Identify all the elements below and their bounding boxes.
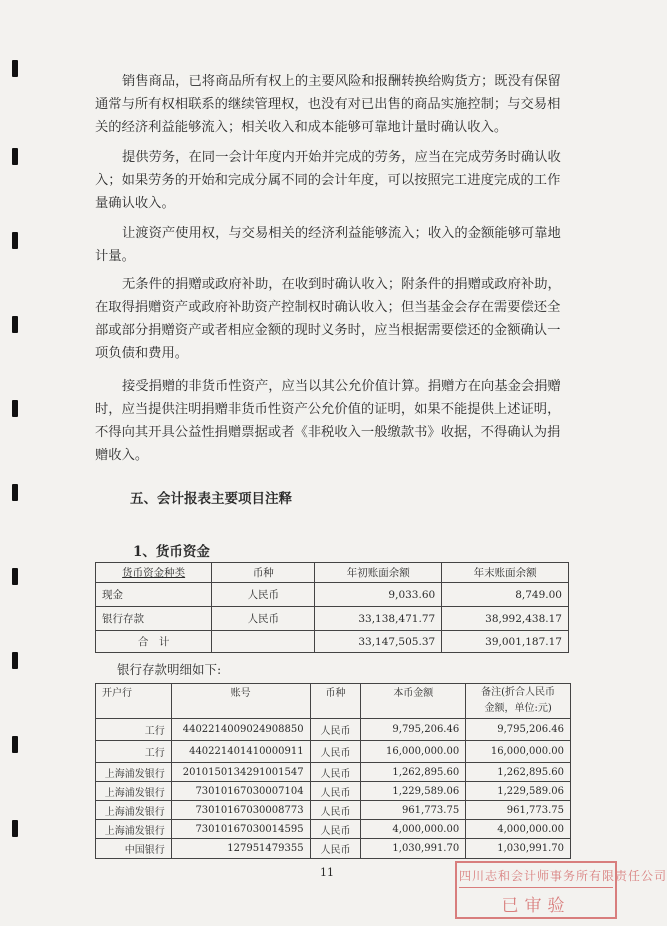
- cash-col-currency: 币种: [212, 563, 315, 583]
- table-cell: 73010167030007104: [171, 782, 310, 801]
- table-cell: 16,000,000.00: [466, 741, 571, 763]
- table-cell: 人民币: [310, 820, 361, 839]
- table-cell: [212, 631, 315, 653]
- table-cell: 2010150134291001547: [171, 763, 310, 782]
- table-cell: 人民币: [310, 741, 361, 763]
- table-cell: 人民币: [310, 719, 361, 741]
- table-row: [96, 583, 569, 607]
- table-cell: 9,033.60: [315, 583, 442, 607]
- subsection-heading: 1、货币资金: [133, 544, 210, 560]
- table-cell: 1,030,991.70: [466, 839, 571, 859]
- table-cell: 人民币: [212, 607, 315, 631]
- bank-col-remark: [466, 684, 571, 719]
- section-heading: 五、会计报表主要项目注释: [130, 491, 292, 507]
- text-line: 让渡资产使用权，与交易相关的经济利益能够流入；收入的金额能够可靠地: [122, 226, 561, 241]
- table-cell: 16,000,000.00: [361, 741, 466, 763]
- text-line: 赠收入。: [95, 448, 149, 463]
- table-row: [96, 719, 571, 741]
- table-cell: 人民币: [310, 801, 361, 820]
- bank-detail-caption: 银行存款明细如下:: [117, 662, 222, 677]
- binding-hole-mark: [12, 568, 18, 585]
- table-cell: 1,030,991.70: [361, 839, 466, 859]
- text-line: 量确认收入。: [95, 196, 175, 211]
- table-cell: 9,795,206.46: [361, 719, 466, 741]
- text-line: 接受捐赠的非货币性资产，应当以其公允价值计算。捐赠方在向基金会捐赠: [122, 379, 561, 394]
- binding-hole-mark: [12, 736, 18, 753]
- text-line: 时，应当提供注明捐赠非货币性资产公允价值的证明，如果不能提供上述证明，: [95, 402, 561, 417]
- table-cell: 73010167030008773: [171, 801, 310, 820]
- table-cell: 38,992,438.17: [442, 607, 569, 631]
- table-cell: 上海浦发银行: [96, 782, 172, 801]
- table-row: [96, 782, 571, 801]
- bank-col-remark-line1: 备注(折合人民币: [481, 687, 556, 698]
- table-cell: 440221401410000911: [171, 741, 310, 763]
- table-cell: 1,229,589.06: [361, 782, 466, 801]
- table-cell: 人民币: [212, 583, 315, 607]
- table-cell: 1,262,895.60: [361, 763, 466, 782]
- text-line: 计量。: [95, 249, 135, 264]
- binding-hole-mark: [12, 400, 18, 417]
- table-row: [96, 741, 571, 763]
- text-line: 部或部分捐赠资产或者相应金额的现时义务时，应当根据需要偿还的金额确认一: [95, 323, 561, 338]
- table-cell: 银行存款: [96, 607, 212, 631]
- table-cell: 现金: [96, 583, 212, 607]
- paragraph-noncash-donation: [95, 375, 567, 467]
- text-line: 销售商品，已将商品所有权上的主要风险和报酬转换给购货方；既没有保留: [122, 74, 561, 89]
- binding-hole-mark: [12, 652, 18, 669]
- table-cell: 8,749.00: [442, 583, 569, 607]
- table-row: [96, 763, 571, 782]
- table-row: [96, 839, 571, 859]
- table-cell: 上海浦发银行: [96, 801, 172, 820]
- table-cell: 工行: [96, 741, 172, 763]
- bank-col-account: 账号: [171, 684, 310, 719]
- page-number: 11: [320, 866, 334, 879]
- table-cell: 人民币: [310, 782, 361, 801]
- table-cell: 中国银行: [96, 839, 172, 859]
- stamp-text: 已审验: [501, 896, 571, 916]
- binding-hole-mark: [12, 484, 18, 501]
- binding-hole-mark: [12, 148, 18, 165]
- paragraph-donation-revenue: [95, 273, 567, 365]
- table-cell: 人民币: [310, 839, 361, 859]
- cash-col-type: 货币资金种类: [96, 563, 212, 583]
- table-cell: 73010167030014595: [171, 820, 310, 839]
- table-cell: 4402214009024908850: [171, 719, 310, 741]
- binding-hole-mark: [12, 60, 18, 77]
- bank-table: [95, 683, 571, 859]
- stamp-org-name: 四川志和会计师事务所有限责任公司: [459, 865, 613, 888]
- paragraph-sales-revenue: [95, 70, 567, 139]
- table-cell: 合 计: [96, 631, 212, 653]
- total-row: [96, 631, 569, 653]
- table-cell: 961,773.75: [361, 801, 466, 820]
- table-cell: 33,138,471.77: [315, 607, 442, 631]
- table-cell: 上海浦发银行: [96, 763, 172, 782]
- table-cell: 9,795,206.46: [466, 719, 571, 741]
- cash-table: [95, 562, 569, 653]
- table-cell: 4,000,000.00: [466, 820, 571, 839]
- bank-col-currency: 币种: [310, 684, 361, 719]
- table-cell: 33,147,505.37: [315, 631, 442, 653]
- paragraph-service-revenue: [95, 146, 567, 215]
- binding-hole-mark: [12, 316, 18, 333]
- text-line: 不得向其开具公益性捐赠票据或者《非税收入一般缴款书》收据，不得确认为捐: [95, 425, 561, 440]
- table-cell: 1,262,895.60: [466, 763, 571, 782]
- table-cell: 961,773.75: [466, 801, 571, 820]
- table-cell: 工行: [96, 719, 172, 741]
- table-cell: 4,000,000.00: [361, 820, 466, 839]
- table-row: [96, 801, 571, 820]
- bank-col-amount: 本币金额: [361, 684, 466, 719]
- cash-col-closing: 年末账面余额: [442, 563, 569, 583]
- audit-stamp: [455, 861, 667, 919]
- table-cell: 上海浦发银行: [96, 820, 172, 839]
- paragraph-asset-use-revenue: [95, 222, 567, 268]
- binding-hole-mark: [12, 820, 18, 837]
- text-line: 通常与所有权相联系的继续管理权，也没有对已出售的商品实施控制；与交易相: [95, 97, 561, 112]
- table-row: [96, 607, 569, 631]
- text-line: 提供劳务，在同一会计年度内开始并完成的劳务，应当在完成劳务时确认收: [122, 150, 561, 165]
- text-line: 无条件的捐赠或政府补助，在收到时确认收入；附条件的捐赠或政府补助，: [122, 277, 561, 292]
- bank-col-remark-line2: 金额，单位:元): [484, 703, 552, 714]
- table-cell: 127951479355: [171, 839, 310, 859]
- table-cell: 1,229,589.06: [466, 782, 571, 801]
- text-line: 关的经济利益能够流入；相关收入和成本能够可靠地计量时确认收入。: [95, 120, 508, 135]
- table-row: [96, 820, 571, 839]
- text-line: 在取得捐赠资产或政府补助资产控制权时确认收入；但当基金会存在需要偿还全: [95, 300, 561, 315]
- cash-col-opening: 年初账面余额: [315, 563, 442, 583]
- binding-hole-mark: [12, 232, 18, 249]
- bank-col-bank: 开户行: [96, 684, 172, 719]
- table-cell: 39,001,187.17: [442, 631, 569, 653]
- text-line: 项负债和费用。: [95, 346, 189, 361]
- text-line: 入；如果劳务的开始和完成分属不同的会计年度，可以按照完工进度完成的工作: [95, 173, 561, 188]
- table-cell: 人民币: [310, 763, 361, 782]
